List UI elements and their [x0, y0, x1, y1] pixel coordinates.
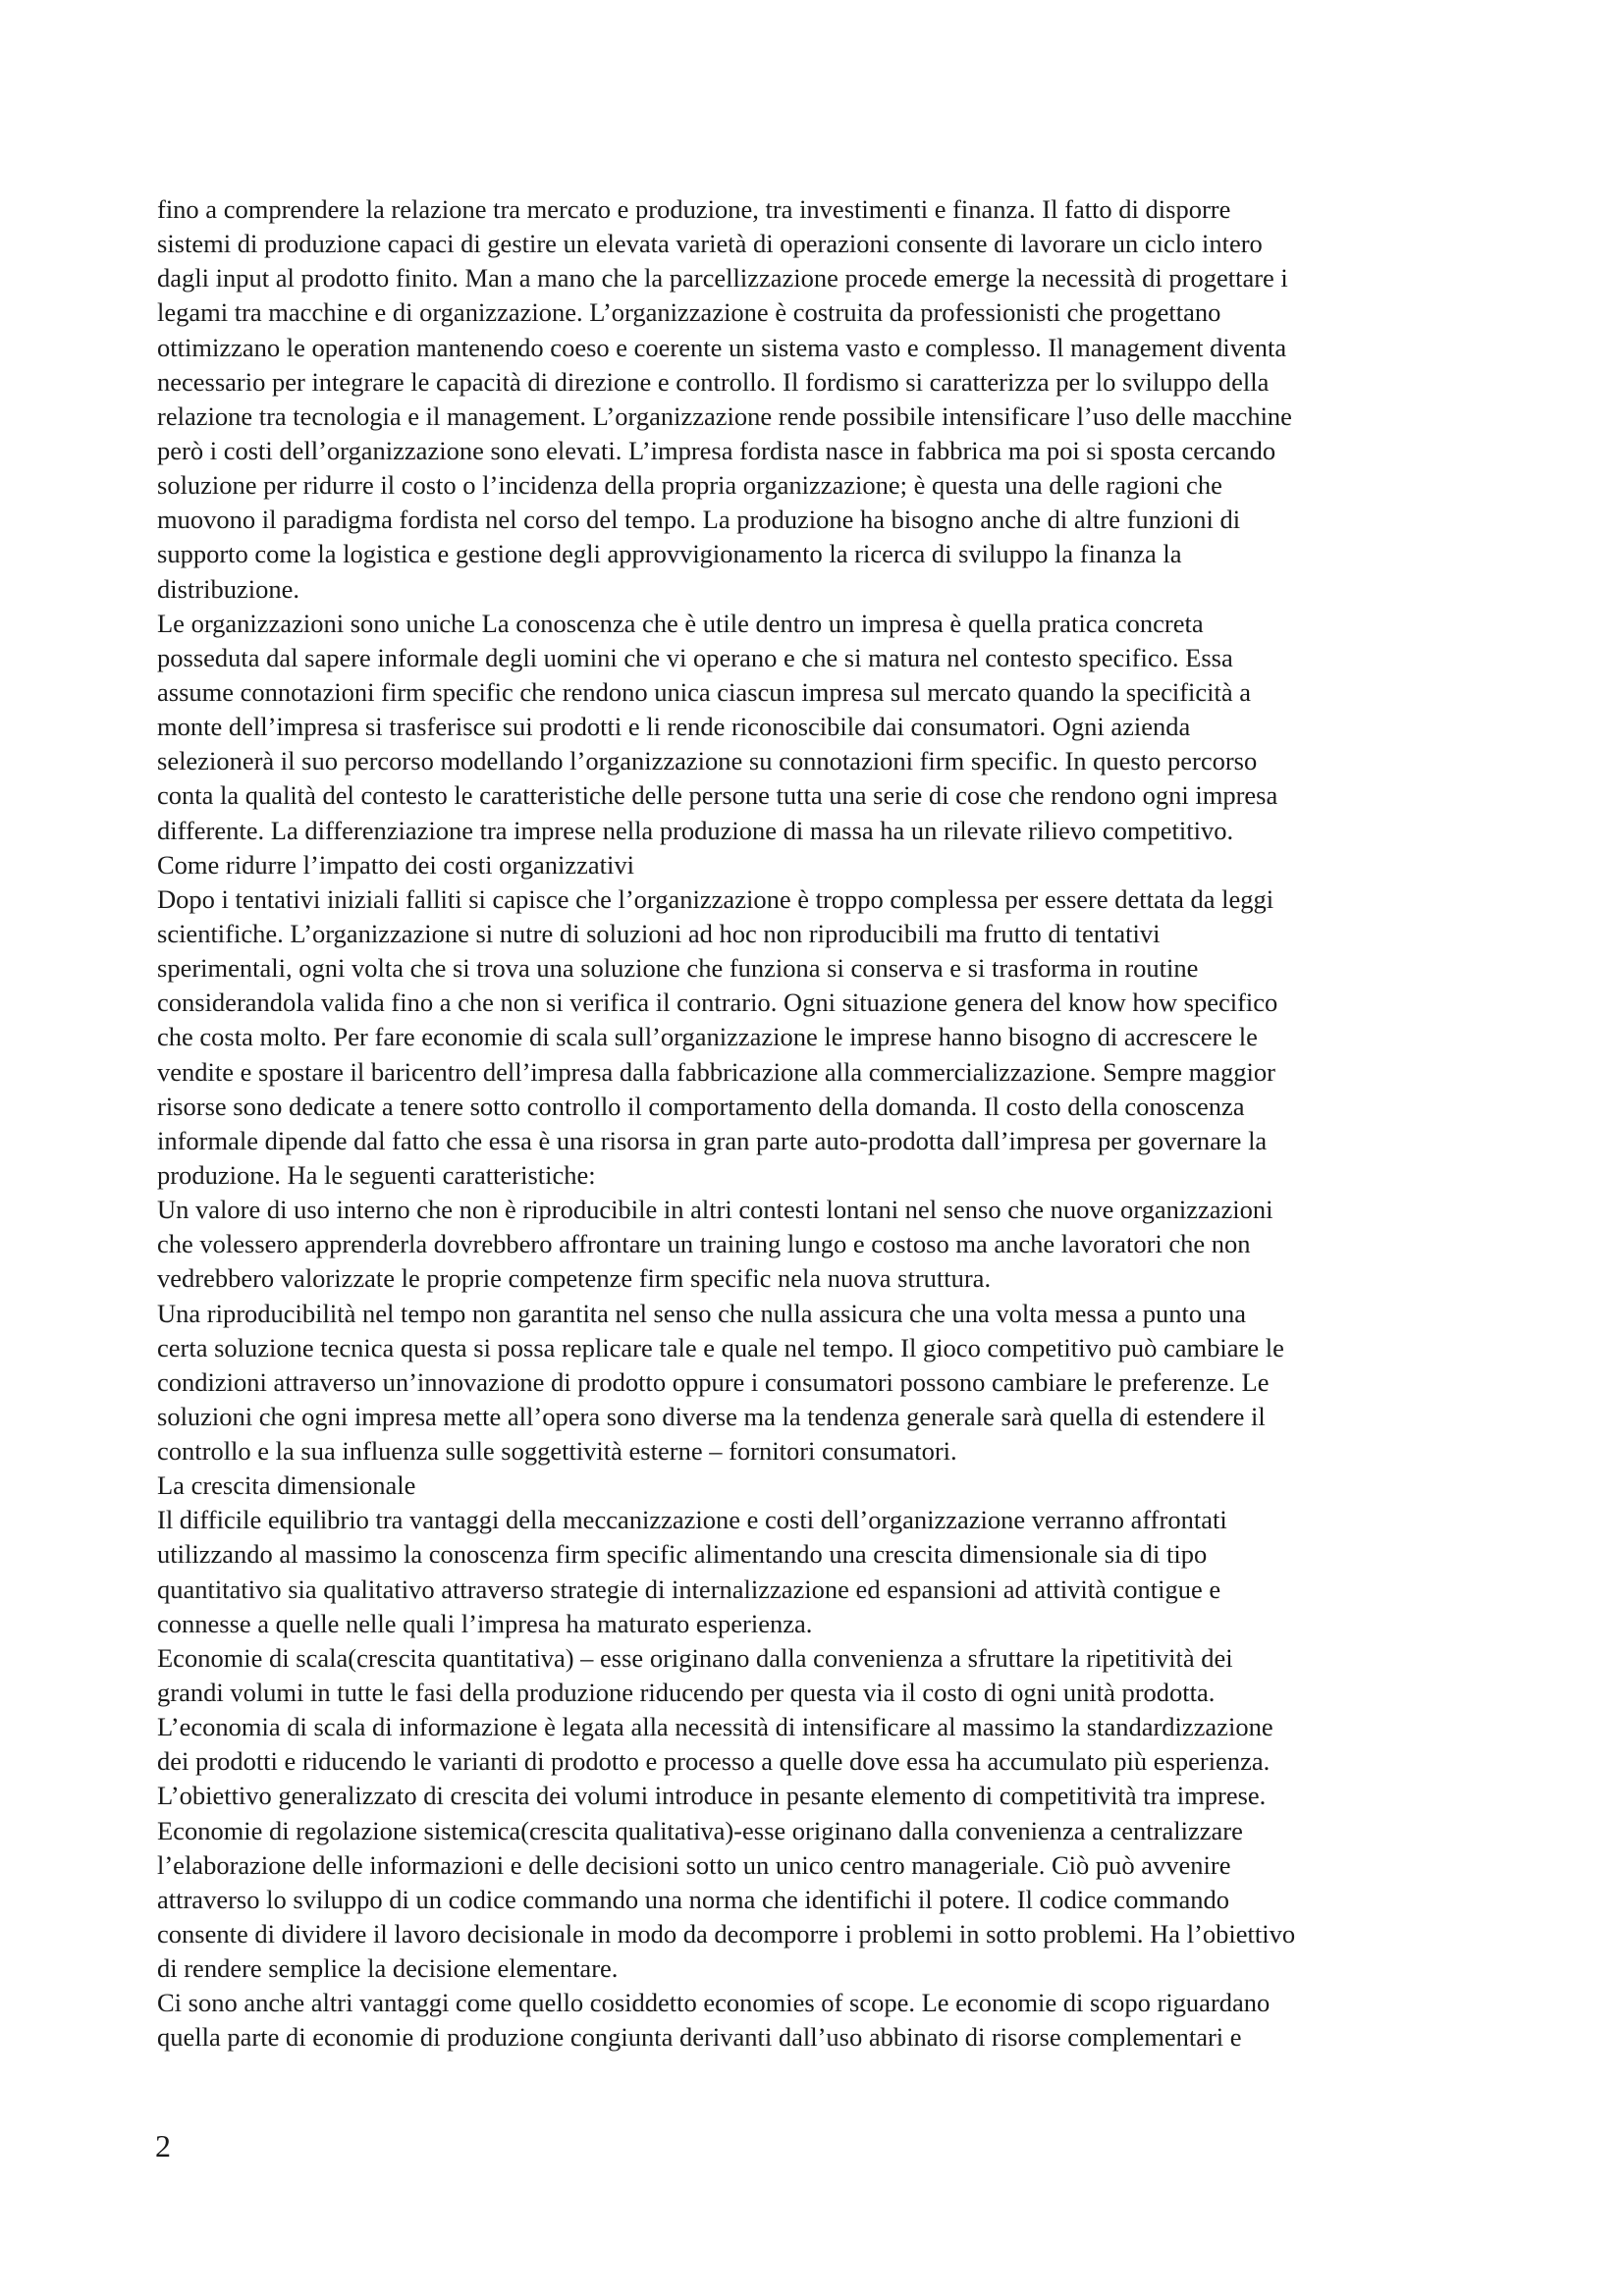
text-line: controllo e la sua influenza sulle soggettività esterne – fornitori consumatori. [157, 1436, 957, 1467]
text-line: che volessero apprenderla dovrebbero affrontare un training lungo e costoso ma anche lavoratori che non [157, 1229, 1251, 1259]
text-line: soluzione per ridurre il costo o l’incidenza della propria organizzazione; è questa una delle ragioni che [157, 470, 1222, 501]
text-line: certa soluzione tecnica questa si possa replicare tale e quale nel tempo. Il gioco competitivo può cambiare le [157, 1332, 1284, 1362]
text-line: selezionerà il suo percorso modellando l’organizzazione su connotazioni firm specific. In questo percorso [157, 746, 1258, 776]
text-line: relazione tra tecnologia e il management. L’organizzazione rende possibile intensificare l’uso delle macchine [157, 400, 1292, 431]
text-line: Il difficile equilibrio tra vantaggi della meccanizzazione e costi dell’organizzazione verranno affrontati [157, 1505, 1227, 1535]
text-line: quantitativo sia qualitativo attraverso strategie di internalizzazione ed espansioni ad attività contigue e [157, 1574, 1221, 1604]
text-line: dei prodotti e riducendo le varianti di prodotto e processo a quelle dove essa ha accumulato più esperienza. [157, 1746, 1271, 1777]
text-line: utilizzando al massimo la conoscenza firm specific alimentando una crescita dimensionale sia di tipo [157, 1539, 1208, 1570]
text-line: attraverso lo sviluppo di un codice commando una norma che identifichi il potere. Il codice commando [157, 1884, 1230, 1914]
text-line: Un valore di uso interno che non è riproducibile in altri contesti lontani nel senso che nuove organizzazioni [157, 1195, 1273, 1225]
text-line: sistemi di produzione capaci di gestire un elevata varietà di operazioni consente di lavorare un ciclo intero [157, 229, 1263, 259]
text-line: monte dell’impresa si trasferisce sui prodotti e li rende riconoscibile dai consumatori. Ogni azienda [157, 712, 1191, 742]
text-line: conta la qualità del contesto le caratteristiche delle persone tutta una serie di cose che rendono ogni impresa [157, 780, 1278, 811]
text-line: posseduta dal sapere informale degli uomini che vi operano e che si matura nel contesto specifico. Essa [157, 642, 1233, 672]
text-line: Economie di scala(crescita quantitativa) – esse originano dalla convenienza a sfruttare la ripetitività dei [157, 1642, 1233, 1673]
text-line: scientifiche. L’organizzazione si nutre di soluzioni ad hoc non riproducibili ma frutto di tentativi [157, 918, 1161, 948]
text-line: L’economia di scala di informazione è legata alla necessità di intensificare al massimo la standardizzazione [157, 1712, 1273, 1742]
text-line: l’elaborazione delle informazioni e delle decisioni sotto un unico centro manageriale. Ciò può avvenire [157, 1849, 1231, 1880]
text-line: fino a comprendere la relazione tra mercato e produzione, tra investimenti e finanza. Il fatto di disporre [157, 194, 1231, 224]
text-line: di rendere semplice la decisione elementare. [157, 1953, 619, 1984]
text-line: legami tra macchine e di organizzazione. L’organizzazione è costruita da professionisti che progettano [157, 297, 1221, 328]
text-line: condizioni attraverso un’innovazione di prodotto oppure i consumatori possono cambiare le preferenze. Le [157, 1366, 1270, 1397]
text-line: muovono il paradigma fordista nel corso del tempo. La produzione ha bisogno anche di altre funzioni di [157, 505, 1241, 535]
text-line: che costa molto. Per fare economie di scala sull’organizzazione le imprese hanno bisogno di accrescere le [157, 1022, 1258, 1052]
text-line: consente di dividere il lavoro decisionale in modo da decomporre i problemi in sotto problemi. Ha l’obiettivo [157, 1919, 1296, 1949]
text-line: connesse a quelle nelle quali l’impresa ha maturato esperienza. [157, 1608, 813, 1638]
text-line: assume connotazioni firm specific che rendono unica ciascun impresa sul mercato quando la specificità a [157, 676, 1252, 707]
text-line: risorse sono dedicate a tenere sotto controllo il comportamento della domanda. Il costo della conoscenza [157, 1091, 1245, 1121]
text-line: però i costi dell’organizzazione sono elevati. L’impresa fordista nasce in fabbrica ma poi si sposta cercando [157, 435, 1276, 465]
text-line: considerandola valida fino a che non si verifica il contrario. Ogni situazione genera del know how specifico [157, 988, 1278, 1018]
text-line: necessario per integrare le capacità di direzione e controllo. Il fordismo si caratterizza per lo sviluppo della [157, 366, 1270, 397]
text-line: dagli input al prodotto finito. Man a mano che la parcellizzazione procede emerge la necessità di progettare i [157, 263, 1288, 294]
text-line: differente. La differenziazione tra imprese nella produzione di massa ha un rilevate rilievo competitivo. [157, 815, 1234, 845]
text-line: distribuzione. [157, 573, 299, 604]
text-line: ottimizzano le operation mantenendo coeso e coerente un sistema vasto e complesso. Il management diventa [157, 332, 1287, 362]
text-line: informale dipende dal fatto che essa è una risorsa in gran parte auto-prodotta dall’impresa per governare la [157, 1125, 1268, 1155]
text-line: Ci sono anche altri vantaggi come quello cosiddetto economies of scope. Le economie di scopo riguardano [157, 1988, 1271, 2018]
text-line: quella parte di economie di produzione congiunta derivanti dall’uso abbinato di risorse complementari e [157, 2022, 1242, 2053]
text-line: Dopo i tentativi iniziali falliti si capisce che l’organizzazione è troppo complessa per essere dettata da leggi [157, 883, 1274, 914]
page-number: 2 [155, 2128, 171, 2163]
text-line: Una riproducibilità nel tempo non garantita nel senso che nulla assicura che una volta messa a punto una [157, 1298, 1246, 1328]
text-line: La crescita dimensionale [157, 1470, 416, 1501]
text-line: grandi volumi in tutte le fasi della produzione riducendo per questa via il costo di ogni unità prodotta. [157, 1678, 1216, 1708]
text-line: Le organizzazioni sono uniche La conoscenza che è utile dentro un impresa è quella pratica concreta [157, 608, 1204, 638]
text-line: Economie di regolazione sistemica(crescita qualitativa)-esse originano dalla convenienza a centralizzare [157, 1815, 1243, 1845]
text-line: produzione. Ha le seguenti caratteristiche: [157, 1159, 596, 1190]
text-line: L’obiettivo generalizzato di crescita dei volumi introduce in pesante elemento di competitività tra imprese. [157, 1781, 1267, 1811]
text-line: vendite e spostare il baricentro dell’impresa dalla fabbricazione alla commercializzazione. Sempre maggior [157, 1056, 1275, 1087]
text-line: supporto come la logistica e gestione degli approvvigionamento la ricerca di sviluppo la finanza la [157, 539, 1182, 569]
text-line: vedrebbero valorizzate le proprie competenze firm specific nela nuova struttura. [157, 1263, 992, 1294]
text-line: sperimentali, ogni volta che si trova una soluzione che funziona si conserva e si trasforma in routine [157, 953, 1199, 984]
text-line: Come ridurre l’impatto dei costi organizzativi [157, 849, 634, 880]
body-text [157, 192, 1485, 2056]
text-line: soluzioni che ogni impresa mette all’opera sono diverse ma la tendenza generale sarà quella di estendere il [157, 1401, 1266, 1431]
